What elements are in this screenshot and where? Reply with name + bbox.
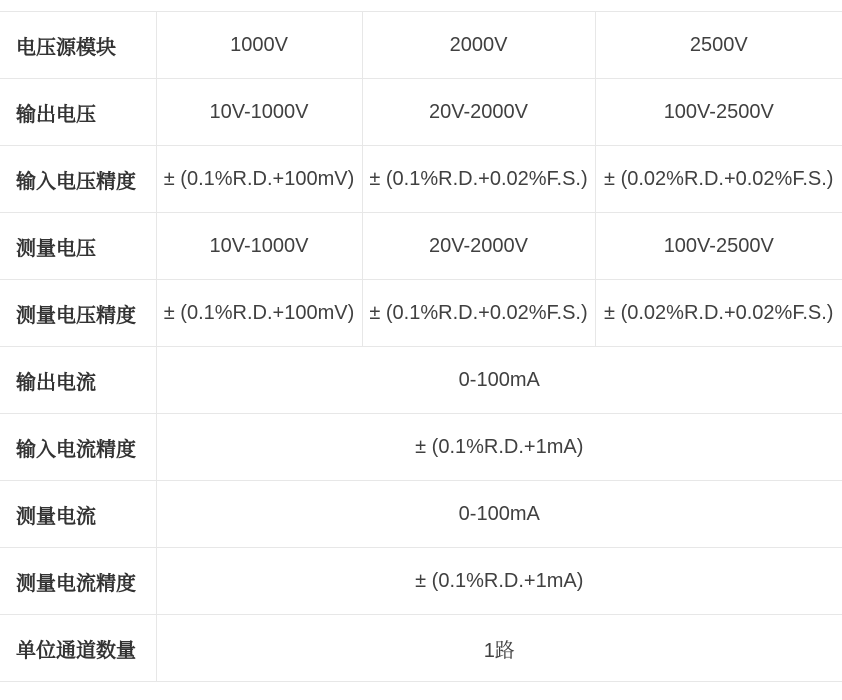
- table-row: [0, 79, 842, 146]
- value-cell-spanning: 1路: [156, 615, 842, 682]
- table-row: [0, 146, 842, 213]
- value-cell: ± (0.1%R.D.+100mV): [156, 146, 362, 213]
- value-cell: 2000V: [362, 12, 595, 79]
- value-cell: 10V-1000V: [156, 213, 362, 280]
- value-cell-spanning: 0-100mA: [156, 347, 842, 414]
- value-cell-spanning: ± (0.1%R.D.+1mA): [156, 548, 842, 615]
- value-cell: ± (0.1%R.D.+100mV): [156, 280, 362, 347]
- value-cell: 10V-1000V: [156, 79, 362, 146]
- value-cell: 100V-2500V: [595, 79, 842, 146]
- value-cell: ± (0.1%R.D.+0.02%F.S.): [362, 280, 595, 347]
- table-row: [0, 548, 842, 615]
- value-cell: ± (0.1%R.D.+0.02%F.S.): [362, 146, 595, 213]
- table-row: [0, 414, 842, 481]
- table-row: [0, 481, 842, 548]
- table-row: [0, 615, 842, 682]
- row-header-cell: 测量电压精度: [0, 280, 156, 347]
- row-header-cell: 测量电流精度: [0, 548, 156, 615]
- row-header-cell: 电压源模块: [0, 12, 156, 79]
- value-cell: 1000V: [156, 12, 362, 79]
- value-cell: 20V-2000V: [362, 79, 595, 146]
- table-row: [0, 280, 842, 347]
- value-cell-spanning: ± (0.1%R.D.+1mA): [156, 414, 842, 481]
- value-cell-spanning: 0-100mA: [156, 481, 842, 548]
- row-header-cell: 输入电流精度: [0, 414, 156, 481]
- value-cell: 100V-2500V: [595, 213, 842, 280]
- row-header-cell: 输出电流: [0, 347, 156, 414]
- table-row: [0, 347, 842, 414]
- table-row: [0, 213, 842, 280]
- value-cell: ± (0.02%R.D.+0.02%F.S.): [595, 280, 842, 347]
- value-cell: 20V-2000V: [362, 213, 595, 280]
- value-cell: ± (0.02%R.D.+0.02%F.S.): [595, 146, 842, 213]
- row-header-cell: 输入电压精度: [0, 146, 156, 213]
- row-header-cell: 测量电流: [0, 481, 156, 548]
- voltage-source-spec-table: [0, 11, 842, 682]
- table-row: [0, 12, 842, 79]
- row-header-cell: 测量电压: [0, 213, 156, 280]
- value-cell: 2500V: [595, 12, 842, 79]
- row-header-cell: 输出电压: [0, 79, 156, 146]
- row-header-cell: 单位通道数量: [0, 615, 156, 682]
